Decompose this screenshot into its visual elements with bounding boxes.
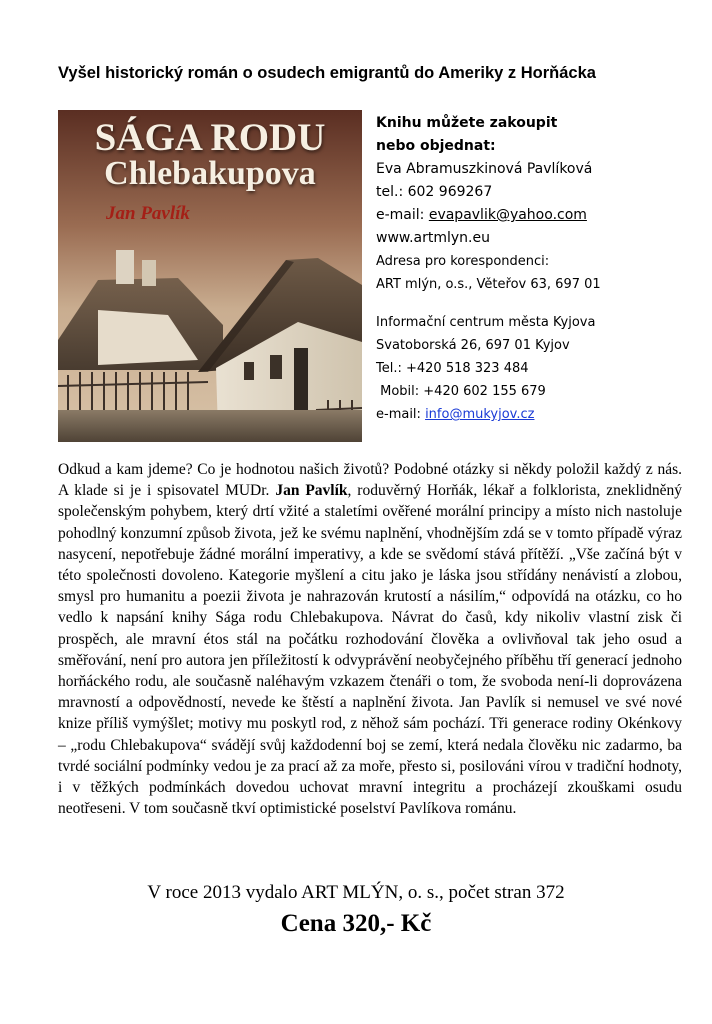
contact-phone: tel.: 602 969267 (376, 184, 493, 200)
book-cover-image (58, 110, 362, 442)
cover-subtitle: Chlebakupova (104, 155, 316, 192)
order-heading-line2: nebo objednat: (376, 138, 496, 154)
publish-info: V roce 2013 vydalo ART MLÝN, o. s., počet stran 372 (147, 882, 565, 903)
cover-title: SÁGA RODU (94, 116, 326, 159)
contact-email-label: e-mail: (376, 207, 429, 223)
address-label: Adresa pro korespondenci: (376, 254, 550, 269)
price: Cena 320,- Kč (280, 910, 432, 937)
headline: Vyšel historický román o osudech emigrantů do Ameriky z Horňácka (58, 64, 596, 82)
info-email-link[interactable]: info@mukyjov.cz (425, 407, 535, 422)
contact-block (376, 112, 696, 426)
order-heading-line1: Knihu můžete zakoupit (376, 115, 558, 131)
contact-name: Eva Abramuszkinová Pavlíková (376, 161, 593, 177)
info-center-street: Svatoborská 26, 697 01 Kyjov (376, 338, 570, 353)
info-center-mobile: Mobil: +420 602 155 679 (376, 384, 546, 399)
article-part2: , roduvěrný Horňák, lékař a folklorista, zneklidněný společenským pohybem, který drtí vžité a staletími ověřené morální principy a místo nich nastoluje pohodlný konzumní způsob života, jež ke svému naplnění, vhodnějším zdá se v tomto případě výraz nasycení, nepotřebuje žádné morální imperativy, a kde se svědomí stává přítěží. „Vše začíná být v této společnosti dovoleno. Kategorie myšlení a citu jako je láska jsou střídány nenávistí a zlobou, smysl pro humanitu a poezii života je nahrazován krutostí a násilím,“ odpovídá na otázku, co ho vedlo k napsání knihy Sága rodu Chlebakupova. Návrat do časů, kdy nikoliv vlastní zisk či prospěch, ale mravní étos stál na počátku rozhodování člověka a ovlivňoval tak jeho osud a směřování, není pro autora jen příležitostí k odvyprávění neobyčejného příběhu tří generací jednoho horňáckého rodu, ale současně naléhavým vzkazem čtenáři o tom, že svoboda není-li doprovázena mravností a odpovědností, nevede ke štěstí a naplnění života. Jan Pavlík si nemusel ve své nové knize příliš vymýšlet; motivy mu poskytl rod, z něhož sám pochází. Tři generace rodiny Okénkovy – „rodu Chlebakupova“ svádějí svůj každodenní boj se zemí, která nedala člověku nic zadarmo, ba tvrdé sociální podmínky vedou je za prací až za moře, přesto si, posilováni vírou v tradiční hodnoty, i v těžkých podmínkách dovedou uchovat mravní integritu a procházejí zkouškami osudu neotřeseni. V tom současně tkví optimistické poselství Pavlíkova románu. (58, 482, 683, 818)
contact-email-link[interactable]: evapavlik@yahoo.com (428, 207, 587, 223)
article-author-name: Jan Pavlík (275, 482, 348, 500)
info-center-tel: Tel.: +420 518 323 484 (376, 361, 529, 376)
article-part1: Odkud a kam jdeme? Co je hodnotou našich životů? Podobné otázky si někdy položil každý z nás. A klade si je i spisovatel MUDr. (58, 461, 682, 500)
cover-author: Jan Pavlík (106, 203, 190, 224)
info-email-label: e-mail: (376, 407, 426, 422)
address: ART mlýn, o.s., Věteřov 63, 697 01 (376, 277, 601, 292)
article-text (58, 459, 682, 819)
info-center-email-line (376, 403, 696, 426)
contact-web[interactable]: www.artmlyn.eu (376, 230, 490, 246)
info-center-name: Informační centrum města Kyjova (376, 315, 596, 330)
contact-email-line (376, 204, 696, 227)
